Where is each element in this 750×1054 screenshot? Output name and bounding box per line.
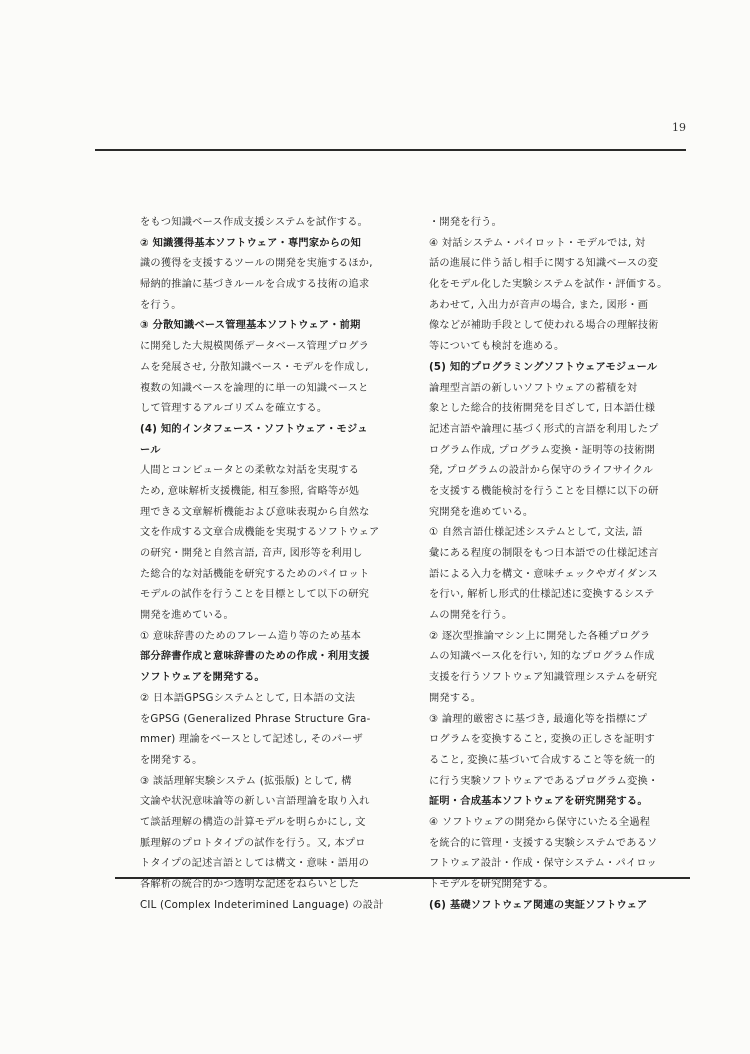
text-line: ムを発展させ, 分散知識ベース・モデルを作成し,: [140, 361, 369, 373]
footer-rule: [115, 877, 690, 879]
text-line: モデルの試作を行うことを目標として以下の研究: [140, 589, 370, 601]
text-line: を支援する機能検討を行うことを目標に以下の研: [429, 485, 659, 497]
text-line: 証明・合成基本ソフトウェアを研究開発する。: [429, 796, 648, 808]
text-line: に行う実験ソフトウェアであるプログラム変換・: [429, 775, 659, 787]
section-heading: (6) 基礎ソフトウェア関連の実証ソフトウェア: [429, 899, 648, 911]
text-line: 文を作成する文章合成機能を実現するソフトウェア: [140, 527, 380, 539]
text-line: ムの知識ベース化を行い, 知的なプログラム作成: [429, 651, 655, 663]
header-rule: [95, 149, 686, 151]
text-line: mmer) 理論をベースとして記述し, そのパーザ: [140, 734, 363, 746]
text-line: CIL (Complex Indeterimined Language) の設計: [140, 899, 384, 911]
text-line: 人間とコンピュータとの柔軟な対話を実現する: [140, 465, 360, 477]
text-line: 帰納的推論に基づきルールを合成する技術の追求: [140, 279, 370, 291]
text-line: ② 逐次型推論マシン上に開発した各種プログラ: [429, 630, 651, 642]
text-line: を行い, 解析し形式的仕様記述に変換するシステ: [429, 589, 655, 601]
text-line: 像などが補助手段として使われる場合の理解技術: [429, 320, 659, 332]
text-line: の研究・開発と自然言語, 音声, 図形等を利用し: [140, 548, 363, 559]
text-line: ること, 変換に基づいて合成すること等を統一的: [429, 754, 656, 766]
text-line: ① 自然言語仕様記述システムとして, 文法, 語: [429, 527, 643, 539]
text-line: 語による入力を構文・意味チェックやガイダンス: [429, 568, 658, 580]
text-line: ① 意味辞書のためのフレーム造り等のため基本: [140, 630, 362, 642]
text-line: あわせて, 入出力が音声の場合, また, 図形・画: [429, 299, 649, 311]
text-line: ソフトウェアを開発する。: [140, 672, 265, 684]
section-heading: ール: [140, 444, 161, 456]
text-line: 支援を行うソフトウェア知識管理システムを研究: [429, 672, 658, 684]
text-line: して管理するアルゴリズムを確立する。: [140, 403, 328, 415]
text-line: ③ 分散知識ベース管理基本ソフトウェア・前期: [140, 320, 361, 332]
text-line: 識の獲得を支援するツールの開発を実施するほか,: [140, 258, 373, 270]
text-line: ムの開発を行う。: [429, 610, 513, 622]
text-line: 理できる文章解析機能および意味表現から自然な: [140, 506, 370, 518]
text-line: をGPSG (Generalized Phrase Structure Gra-: [140, 713, 371, 725]
left-column: [140, 213, 398, 916]
text-line: ログラム作成, プログラム変換・証明等の技術開: [429, 444, 655, 456]
text-line: トタイプの記述言語としては構文・意味・語用の: [140, 858, 370, 870]
text-line: 発, プログラムの設計から保守のライフサイクル: [429, 465, 654, 477]
text-line: ② 知識獲得基本ソフトウェア・専門家からの知: [140, 237, 362, 249]
text-line: 複数の知識ベースを論理的に単一の知識ベースと: [140, 382, 369, 394]
text-line: 脈理解のプロトタイプの試作を行う。又, 本プロ: [140, 837, 366, 849]
text-line: を開発する。: [140, 754, 203, 766]
text-line: ため, 意味解析支援機能, 相互参照, 省略等が処: [140, 485, 360, 497]
text-line: 文論や状況意味論等の新しい言語理論を取り入れ: [140, 796, 370, 808]
text-line: て談話理解の構造の計算モデルを明らかにし, 文: [140, 816, 366, 828]
right-column: [429, 213, 687, 916]
text-line: をもつ知識ベース作成支援システムを試作する。: [140, 217, 369, 228]
text-line: 象とした総合的技術開発を目ざして, 日本語仕様: [429, 403, 656, 415]
text-line: 究開発を進めている。: [429, 506, 534, 518]
text-line: ・開発を行う。: [429, 217, 503, 228]
text-line: 話の進展に伴う話し相手に関する知識ベースの変: [429, 258, 659, 270]
text-line: 彙にある程度の制限をもつ日本語での仕様記述言: [429, 548, 659, 559]
text-line: フトウェア設計・作成・保守システム・パイロッ: [429, 858, 657, 870]
text-line: 化をモデル化した実験システムを試作・評価する。: [429, 279, 668, 291]
text-line: ② 日本語GPSGシステムとして, 日本語の文法: [140, 692, 356, 704]
section-heading: (5) 知的プログラミングソフトウェアモジュール: [429, 361, 658, 373]
text-line: ④ ソフトウェアの開発から保守にいたる全過程: [429, 816, 651, 828]
text-line: ログラムを変換すること, 変換の正しさを証明す: [429, 734, 656, 746]
text-line: ④ 対話システム・パイロット・モデルでは, 対: [429, 237, 646, 249]
text-line: 記述言語や論理に基づく形式的言語を利用したプ: [429, 423, 659, 435]
text-line: を行う。: [140, 299, 182, 311]
section-heading: (4) 知的インタフェース・ソフトウェア・モジュ: [140, 423, 368, 435]
text-line: ③ 論理的厳密さに基づき, 最適化等を指標にプ: [429, 713, 648, 725]
text-line: 開発を進めている。: [140, 610, 234, 622]
text-line: 等についても検討を進める。: [429, 341, 565, 353]
text-line: に開発した大規模関係データベース管理プログラ: [140, 341, 370, 353]
text-line: 部分辞書作成と意味辞書のための作成・利用支援: [140, 651, 370, 663]
text-line: トモデルを研究開発する。: [429, 879, 554, 890]
text-line: た総合的な対話機能を研究するためのパイロット: [140, 568, 370, 580]
text-line: ③ 談話理解実験システム (拡張版) として, 構: [140, 775, 352, 787]
text-line: を統合的に管理・支援する実験システムであるソ: [429, 837, 658, 849]
page-number: 19: [672, 121, 686, 134]
text-line: 各解析の統合的かつ透明な記述をねらいとした: [140, 879, 360, 890]
text-line: 開発する。: [429, 692, 482, 704]
text-line: 論理型言語の新しいソフトウェアの蓄積を対: [429, 382, 638, 394]
